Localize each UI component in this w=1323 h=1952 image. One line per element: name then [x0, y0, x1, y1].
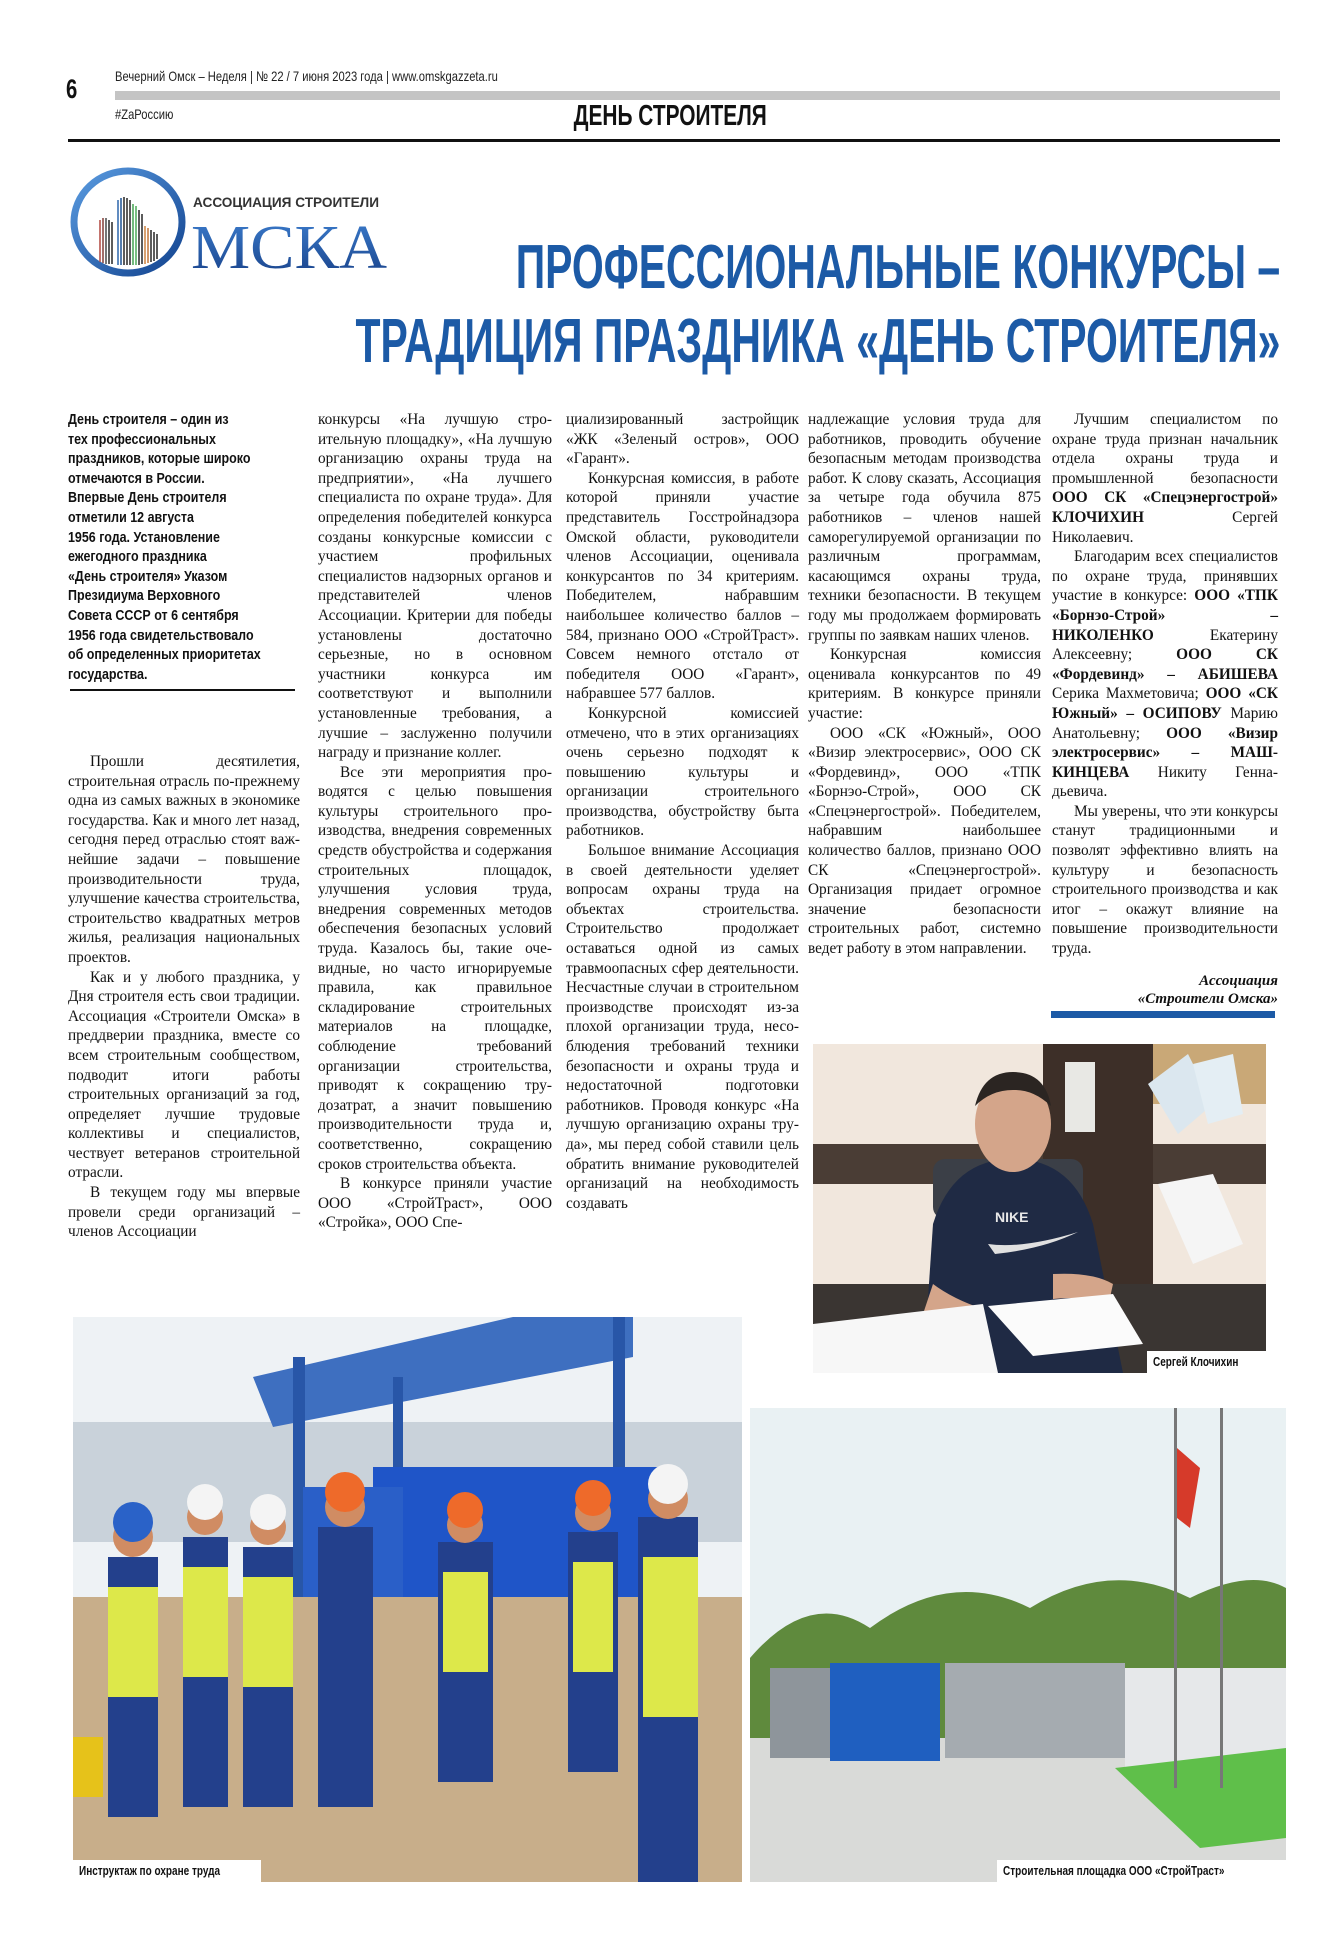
logo-main-text: МСКА — [191, 214, 388, 278]
paragraph — [1052, 410, 1278, 547]
paragraph: В конкурсе приняли участие ООО «СтройТраст», ООО «Стройка», ООО Спе- — [318, 1175, 552, 1232]
paragraph: Конкурсная комиссия оценивала конкурсантов по 49 критериям. В конкурсе приняли участие: — [808, 646, 1041, 722]
section-title-text: ДЕНЬ СТРОИТЕЛЯ — [573, 100, 767, 132]
signature-line-1: Ассоциация — [1199, 973, 1278, 989]
paragraph: Большое внимание Ассоциация в своей деятельности уделяет вопросам охраны труда на объектах строительства. Строительство продолжает оставаться одной из самых травмоопасных сфер деятельности. Несчастные случаи в строительном производстве происходят из-за плохой организации труда, несоблюдения требований техники безопасности и охраны труда и недостаточной подготовки работников. Проводя конкурс «На лучшую организацию охраны труда», мы перед собой ставили цель обратить внимание руководителей организаций на необходимость создавать — [566, 842, 799, 1212]
article-title-line-2 — [0, 307, 1280, 376]
text-run: Благодарим всех специалистов по охране труда, принявших участие в конкурсе: — [1052, 548, 1278, 605]
header-rule — [68, 139, 1280, 142]
text-run: Лучшим специалистом по охране труда признан начальник отдела охраны труда и промышленной безопасности — [1052, 411, 1278, 487]
lead-line: «День строителя» Указом — [68, 568, 228, 585]
signature-blue-bar — [1051, 1011, 1275, 1018]
article-column-3 — [566, 410, 799, 1213]
lead-line: государства. — [68, 666, 148, 683]
lead-line: 1956 года свидетельствовало — [68, 627, 254, 644]
article-title-line-1 — [122, 233, 1280, 302]
lead-divider — [70, 689, 295, 691]
signature-line-2: «Строители Омска» — [1137, 991, 1278, 1007]
paragraph: Конкурсная комиссия, в работе которой приняли участие представитель Госстройнадзора Омской области, руководители членов Ассоциации, оценивала конкурсантов по 34 критериям. Победителем, набравшим наибольшее количество баллов – 584, признано ООО «СтройТраст». Совсем немного отстало от победителя ООО «Гарант», набравшее 577 баллов. — [566, 469, 799, 703]
lead-line: День строителя – один из — [68, 412, 229, 428]
briefing-photo — [73, 1317, 742, 1882]
portrait-caption-text: Сергей Клочихин — [1153, 1355, 1239, 1369]
hashtag: #ZaРоссию — [115, 106, 174, 122]
lead-line: Впервые День строителя — [68, 490, 227, 507]
text-run: Екатерину Алексеевну; — [1052, 626, 1278, 664]
text-run: Сергей Николаевич. — [1052, 508, 1278, 546]
paragraph: Прошли десятилетия, строительная отрасль по-прежнему одна из самых важных в экономике государства. Как и много лет назад, сегодня перед отраслью стоят важнейшие задачи – повышение производительности труда, улучшение качества строительства, строительство квадратных метров жилья, реализация национальных проектов. — [68, 753, 300, 966]
lead-line: об определенных приоритетах — [68, 647, 261, 664]
paragraph: Мы уверены, что эти конкурсы станут традиционными и позволят эффективно влиять на культуру и безопасность строительного производства и как итог – окажут влияние на повышение производительности труда. — [1052, 802, 1278, 958]
lead-line: отметили 12 августа — [68, 509, 194, 526]
logo-top-text: АССОЦИАЦИЯ СТРОИТЕЛИ — [193, 194, 379, 210]
section-title — [440, 100, 900, 133]
header-gray-bar — [115, 91, 1280, 100]
briefing-caption-text: Инструктаж по охране труда — [79, 1864, 221, 1878]
site-caption — [997, 1860, 1286, 1882]
briefing-illustration — [73, 1317, 742, 1882]
page-number: 6 — [66, 74, 78, 104]
paragraph: В текущем году мы впервые провели среди организаций – членов Ассоциации — [68, 1184, 300, 1241]
portrait-caption — [1147, 1351, 1266, 1373]
text-run: Марию Анатольевну; — [1052, 704, 1278, 742]
paragraph — [1052, 547, 1278, 802]
article-column-4 — [808, 410, 1041, 959]
text-run: Серика Махметовича; — [1052, 685, 1206, 703]
text-run: Никиту Геннадьевича. — [1052, 763, 1278, 801]
running-head: Вечерний Омск – Неделя | № 22 / 7 июня 2023 года | www.omskgazzeta.ru — [115, 68, 498, 84]
lead-line: Президиума Верховного — [68, 588, 221, 605]
article-signature — [1052, 972, 1278, 1008]
bold-run: ООО «СК Южный» – ОСИПОВУ — [1052, 685, 1278, 722]
lead-line: праздников, которые широко — [68, 451, 251, 468]
bold-run: ООО «Визир электросервис» – МАШКИНЦЕВА — [1052, 724, 1279, 781]
lead-line: 1956 года. Установление — [68, 529, 220, 546]
bold-run: ООО «ТПК «Борнэо-Строй» – НИКОЛЕНКО — [1052, 587, 1278, 644]
bold-run: ООО СК «Фордевинд» – АБИШЕВА — [1052, 646, 1278, 683]
article-column-2 — [318, 410, 552, 1233]
paragraph: Все эти мероприятия проводятся с целью повышения культуры строительного производства, внедрения современных средств обустройства и содержания строительных площадок, улучшения условия труда, внедрения современных методов обеспечения безопасных условий труда. Казалось бы, такие очевидные, но часто игнорируемые правила, как правильное складирование строительных материалов на площадке, соблюдение требований организации строительства, приводят к сокращению трудозатрат, а значит повышению производительности труда и, соответственно, сокращению сроков строительства объекта. — [318, 763, 552, 1173]
briefing-caption — [73, 1860, 261, 1882]
lead-line: отмечаются в России. — [68, 470, 205, 487]
portrait-photo — [813, 1044, 1266, 1373]
article-title-line-1-text: ПРОФЕССИОНАЛЬНЫЕ КОНКУРСЫ – — [515, 233, 1280, 302]
lead-line: тех профессиональных — [68, 431, 216, 448]
lead-line: ежегодного праздника — [68, 549, 207, 566]
article-column-1 — [68, 752, 300, 1242]
site-illustration — [750, 1408, 1286, 1882]
shirt-logo-text: NIKE — [995, 1209, 1029, 1225]
paragraph: конкурсы «На лучшую строительную площадку», «На лучшую организацию охраны труда на предприятии», «На лучшего специалиста по охране труда». Для определения победителей конкурса созданы конкурсные комиссии с участием профильных специалистов надзорных органов и представителей членов Ассоциации. Критерии для победы установлены достаточно серьезные, но в основном участники конкурса им соответствуют и выполнили установленные требования, а лучшие – заслуженно получили награду и признание коллег. — [318, 411, 552, 762]
portrait-illustration — [813, 1044, 1266, 1373]
article-lead — [68, 411, 308, 685]
bold-run: ООО СК «Спецэнергострой» КЛОЧИХИН — [1052, 489, 1278, 526]
article-title-line-2-text: ТРАДИЦИЯ ПРАЗДНИКА «ДЕНЬ СТРОИТЕЛЯ» — [355, 307, 1280, 376]
paragraph: ООО «СК «Южный», ООО «Визир электросервис», ООО СК «Фордевинд», ООО «ТПК «Борнэо-Строй», ООО СК «Спецэнергострой». Победителем, набравшим наибольшее количество баллов, признано ООО СК «Спецэнергострой». Организация придает огромное значение безопасности строительных работ, системно ведет работу в этом направлении. — [808, 724, 1041, 958]
paragraph: надлежащие условия труда для работников, проводить обучение безопасным методам производства работ. К слову сказать, Ассоциация за четыре года обучила 875 работников – членов нашей саморегулируемой организации по различным программам, касающимся охраны труда, техники безопасности. В текущем году мы продолжаем формировать группы по заявкам наших членов. — [808, 411, 1041, 644]
site-photo — [750, 1408, 1286, 1882]
paragraph: Конкурсной комиссией отмечено, что в этих организациях очень серьезно подходят к повышению культуры и организации строительного производства, обустройству быта работников. — [566, 704, 799, 840]
paragraph: Как и у любого праздника, у Дня строителя есть свои традиции. Ассоциация «Строители Омска» в преддверии праздника, вместе со всем строительным сообществом, подводит итоги работы строительных организаций за год, определяет лучшие трудовые коллективы и специалистов, чествует ветеранов строительной отрасли. — [68, 968, 300, 1182]
lead-line: Совета СССР от 6 сентября — [68, 607, 239, 624]
site-caption-text: Строительная площадка ООО «СтройТраст» — [1003, 1864, 1225, 1878]
article-column-5 — [1052, 410, 1278, 959]
paragraph: циализированный застройщик «ЖК «Зеленый остров», ООО «Гарант». — [566, 411, 799, 468]
